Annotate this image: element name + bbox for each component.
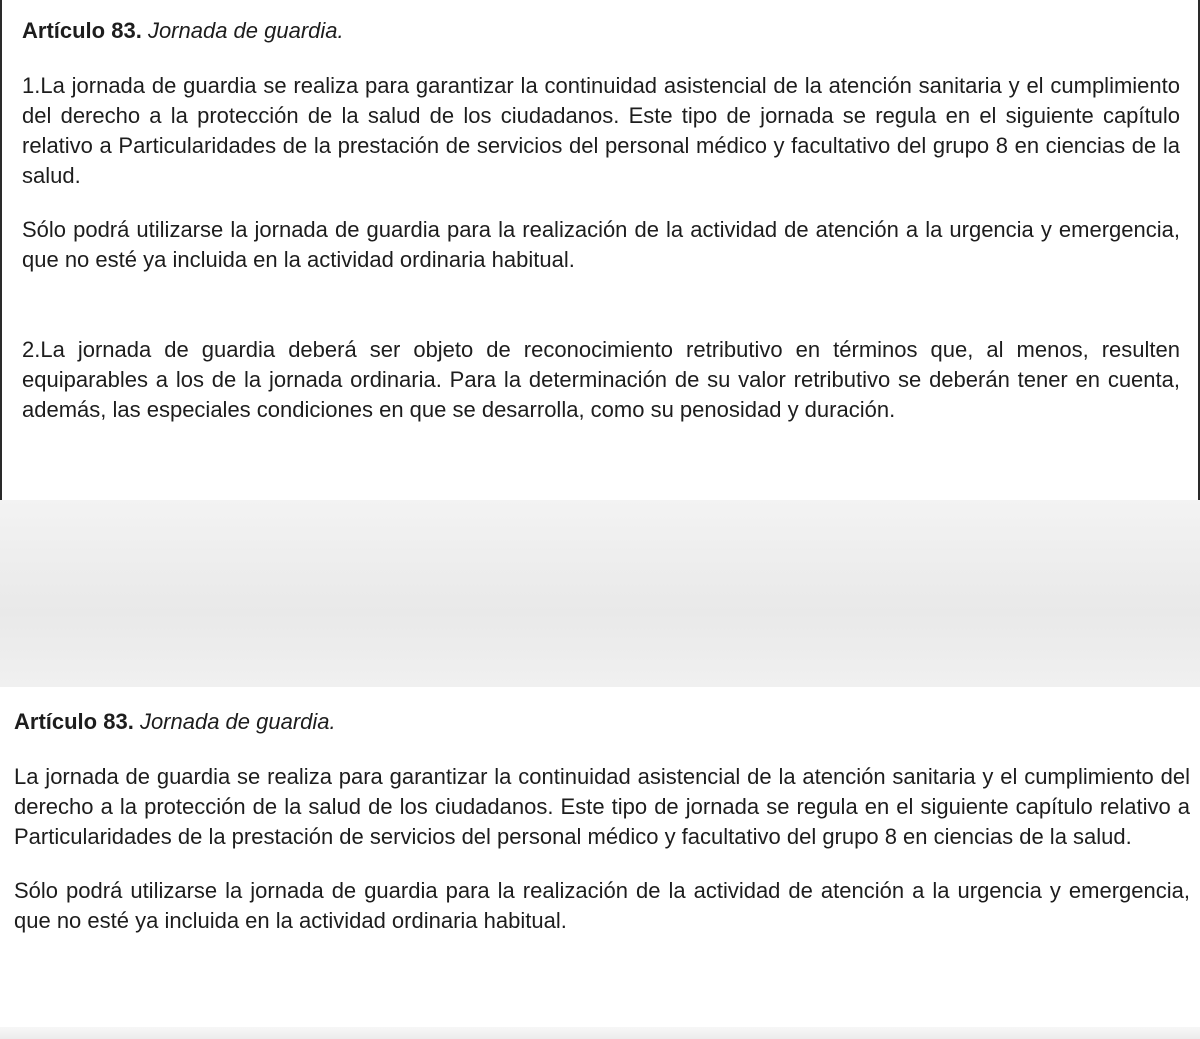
article-title: Jornada de guardia. [139,709,336,734]
article-paragraph-1: 1.La jornada de guardia se realiza para garantizar la continuidad asistencial de la atención sanitaria y el cumplimiento del derecho a la protección de la salud de los ciudadanos. Este tipo de jornada se regula en el siguiente capítulo relativo a Particularidades de la prestación de servicios del personal médico y facultativo del grupo 8 en ciencias de la salud. [22,73,1180,188]
article-paragraph-2: Sólo podrá utilizarse la jornada de guardia para la realización de la actividad de atención a la urgencia y emergencia, que no esté ya incluida en la actividad ordinaria habitual. [22,217,1180,272]
article-paragraph-3: 2.La jornada de guardia deberá ser objeto de reconocimiento retributivo en términos que, al menos, resulten equiparables a los de la jornada ordinaria. Para la determinación de su valor retributivo se deberán tener en cuenta, además, las especiales condiciones en que se desarrolla, como su penosidad y duración. [22,337,1180,422]
document-excerpt-top [0,0,1200,500]
article-paragraph-2: Sólo podrá utilizarse la jornada de guardia para la realización de la actividad de atención a la urgencia y emergencia, que no esté ya incluida en la actividad ordinaria habitual. [14,878,1190,933]
article-number: Artículo 83. [14,709,134,734]
article-title: Jornada de guardia. [147,18,344,43]
page-edge [0,1027,1200,1039]
document-excerpt-bottom [0,687,1200,1027]
article-number: Artículo 83. [22,18,142,43]
article-paragraph-1: La jornada de guardia se realiza para garantizar la continuidad asistencial de la atención sanitaria y el cumplimiento del derecho a la protección de la salud de los ciudadanos. Este tipo de jornada se regula en el siguiente capítulo relativo a Particularidades de la prestación de servicios del personal médico y facultativo del grupo 8 en ciencias de la salud. [14,764,1190,849]
separator-band [0,500,1200,687]
article-heading [22,14,1178,47]
article-heading [14,705,1200,738]
